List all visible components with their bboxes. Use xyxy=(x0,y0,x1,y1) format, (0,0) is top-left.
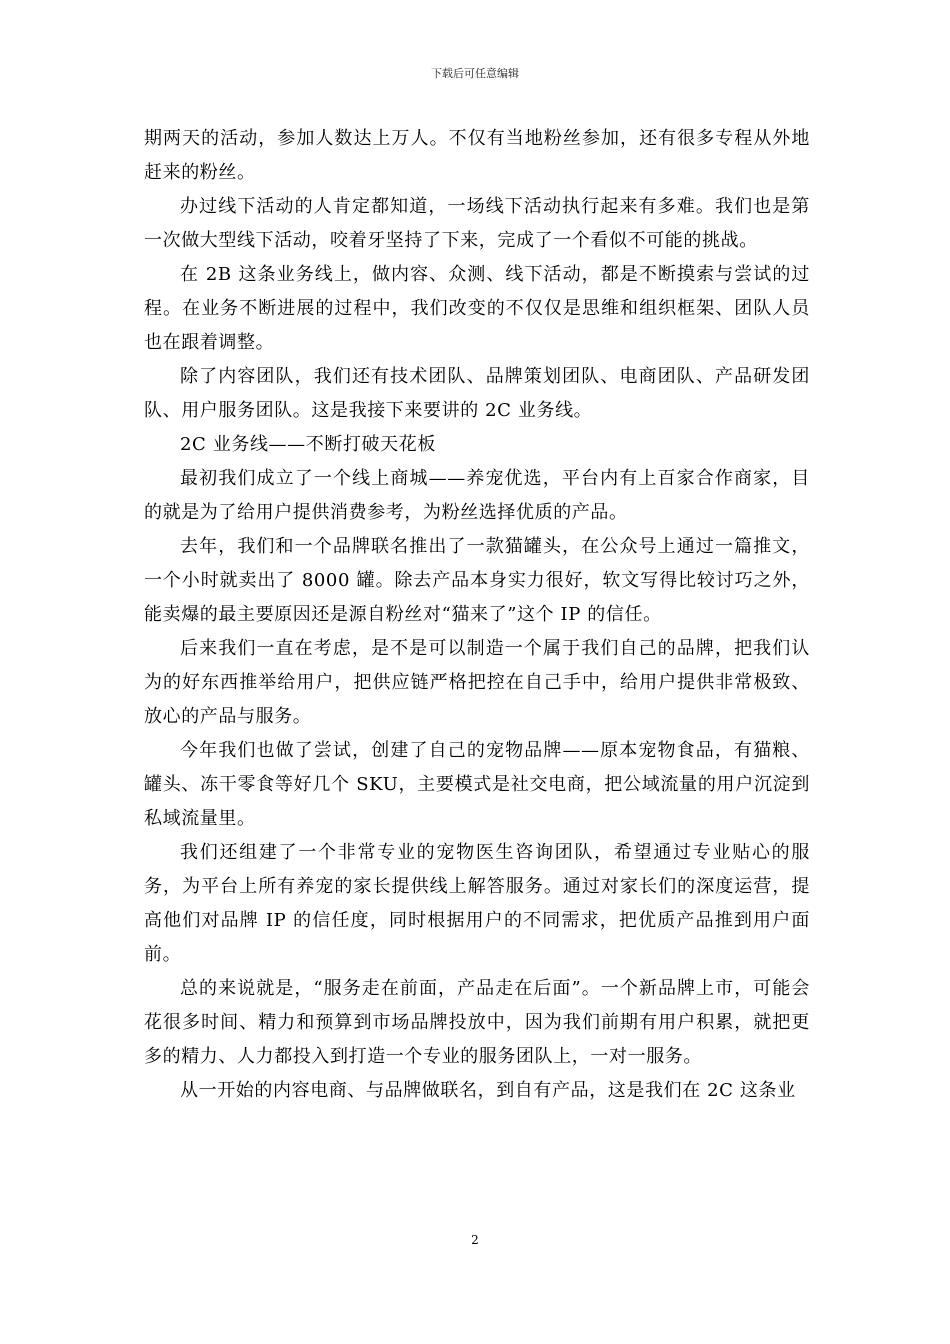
paragraph-continuation: 期两天的活动，参加人数达上万人。不仅有当地粉丝参加，还有很多专程从外地赶来的粉丝。 xyxy=(144,128,810,183)
paragraph: 办过线下活动的人肯定都知道，一场线下活动执行起来有多难。我们也是第一次做大型线下活动，咬着牙坚持了下来，完成了一个看似不可能的挑战。 xyxy=(144,196,810,251)
paragraph: 后来我们一直在考虑，是不是可以制造一个属于我们自己的品牌，把我们认为的好东西推举给用户，把供应链严格把控在自己手中，给用户提供非常极致、放心的产品与服务。 xyxy=(144,638,810,727)
page-number: 2 xyxy=(471,1233,479,1247)
paragraph: 去年，我们和一个品牌联名推出了一款猫罐头，在公众号上通过一篇推文，一个小时就卖出了 8000 罐。除去产品本身实力很好，软文写得比较讨巧之外，能卖爆的最主要原因还是源自粉丝对“猫来了”这个 IP 的信任。 xyxy=(144,536,810,625)
page-header: 下载后可任意编辑 xyxy=(431,67,519,80)
paragraph: 我们还组建了一个非常专业的宠物医生咨询团队，希望通过专业贴心的服务，为平台上所有养宠的家长提供线上解答服务。通过对家长们的深度运营，提高他们对品牌 IP 的信任度，同时根据用户的不同需求，把优质产品推到用户面前。 xyxy=(144,842,810,965)
paragraph: 从一开始的内容电商、与品牌做联名，到自有产品，这是我们在 2C 这条业 xyxy=(180,1080,796,1101)
paragraph: 总的来说就是，“服务走在前面，产品走在后面”。一个新品牌上市，可能会花很多时间、精力和预算到市场品牌投放中，因为我们前期有用户积累，就把更多的精力、人力都投入到打造一个专业的服务团队上，一对一服务。 xyxy=(144,978,810,1067)
paragraph: 最初我们成立了一个线上商城——养宠优选，平台内有上百家合作商家，目的就是为了给用户提供消费参考，为粉丝选择优质的产品。 xyxy=(144,468,810,523)
paragraph: 在 2B 这条业务线上，做内容、众测、线下活动，都是不断摸索与尝试的过程。在业务不断进展的过程中，我们改变的不仅仅是思维和组织框架、团队人员也在跟着调整。 xyxy=(144,264,810,353)
document-body xyxy=(144,122,810,1108)
section-heading: 2C 业务线——不断打破天花板 xyxy=(180,434,436,455)
paragraph: 今年我们也做了尝试，创建了自己的宠物品牌——原本宠物食品，有猫粮、罐头、冻干零食等好几个 SKU，主要模式是社交电商，把公域流量的用户沉淀到私域流量里。 xyxy=(144,740,810,829)
paragraph: 除了内容团队，我们还有技术团队、品牌策划团队、电商团队、产品研发团队、用户服务团队。这是我接下来要讲的 2C 业务线。 xyxy=(144,366,810,421)
